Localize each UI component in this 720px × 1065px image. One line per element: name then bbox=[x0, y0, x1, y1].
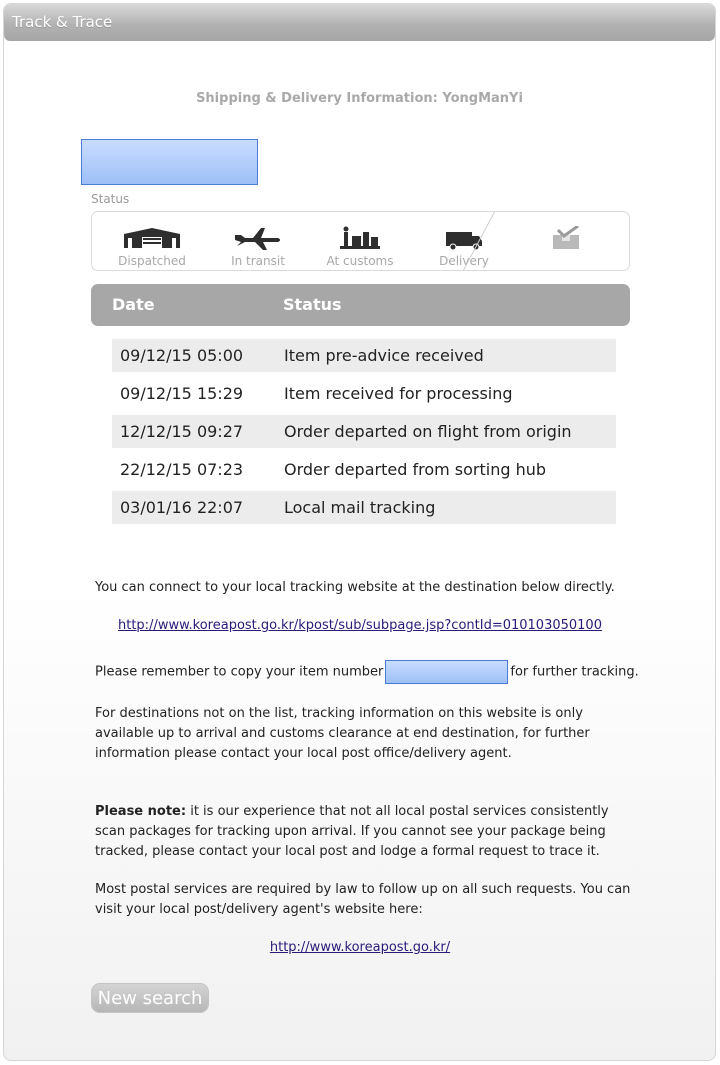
status-progress-bar bbox=[91, 211, 630, 271]
status-step-in-transit bbox=[218, 212, 298, 270]
row-date: 22/12/15 07:23 bbox=[120, 460, 244, 479]
status-step-label: At customs bbox=[326, 254, 394, 268]
remember-text-after: for further tracking. bbox=[510, 664, 639, 680]
status-step-at-customs bbox=[320, 212, 400, 270]
tracking-table-body bbox=[112, 339, 616, 529]
law-text: Most postal services are required by law to follow up on all such requests. You can visit your local post/delivery agent's website here: bbox=[95, 882, 631, 917]
delivered-box-icon bbox=[550, 226, 584, 250]
status-step-label: Dispatched bbox=[118, 254, 186, 268]
status-step-label: In transit bbox=[231, 254, 285, 268]
row-status: Order departed on flight from origin bbox=[284, 422, 572, 441]
warehouse-icon bbox=[122, 226, 182, 250]
row-date: 12/12/15 09:27 bbox=[120, 422, 244, 441]
airplane-icon bbox=[233, 226, 283, 250]
row-status: Local mail tracking bbox=[284, 498, 436, 517]
column-header-date: Date bbox=[112, 295, 155, 314]
row-date: 09/12/15 05:00 bbox=[120, 346, 244, 365]
table-row bbox=[112, 453, 616, 486]
tracking-table-header bbox=[91, 284, 630, 326]
destinations-text: For destinations not on the list, tracking information on this website is only available up to arrival and customs clearance at end destination, for further information please contact your local post office/delivery agent. bbox=[95, 706, 590, 761]
table-row bbox=[112, 415, 616, 448]
column-header-status: Status bbox=[283, 295, 342, 314]
status-step-label: Delivery bbox=[439, 254, 489, 268]
window-title: Track & Trace bbox=[4, 4, 715, 41]
row-status: Item pre-advice received bbox=[284, 346, 484, 365]
local-tracking-link[interactable]: http://www.koreapost.go.kr/kpost/sub/subpage.jsp?contId=010103050100 bbox=[118, 618, 602, 633]
note-label: Please note: bbox=[95, 804, 187, 819]
status-step-delivery bbox=[424, 212, 504, 270]
table-row bbox=[112, 339, 616, 372]
status-step-delivered bbox=[527, 212, 607, 270]
table-row bbox=[112, 491, 616, 524]
row-date: 09/12/15 15:29 bbox=[120, 384, 244, 403]
row-status: Order departed from sorting hub bbox=[284, 460, 547, 479]
remember-item-number bbox=[95, 660, 655, 684]
post-link-container bbox=[0, 940, 720, 955]
row-date: 03/01/16 22:07 bbox=[120, 498, 244, 517]
remember-text-before: Please remember to copy your item number bbox=[95, 664, 384, 680]
row-status: Item received for processing bbox=[284, 384, 513, 403]
please-note-text bbox=[95, 802, 635, 862]
shipping-info-subtitle: Shipping & Delivery Information: YongManYi bbox=[196, 91, 523, 106]
tracking-link-container bbox=[0, 618, 720, 633]
customs-icon bbox=[340, 226, 380, 250]
connect-text: You can connect to your local tracking website at the destination below directly. bbox=[95, 580, 615, 595]
note-body: it is our experience that not all local postal services consistently scan packages for tracking upon arrival. If you cannot see your package being tracked, please contact your local post and lodge a formal request to trace it. bbox=[95, 804, 609, 859]
status-label: Status bbox=[91, 192, 130, 206]
redacted-tracking-number bbox=[81, 139, 258, 185]
table-row bbox=[112, 377, 616, 410]
status-step-dispatched bbox=[112, 212, 192, 270]
local-post-link[interactable]: http://www.koreapost.go.kr/ bbox=[269, 940, 451, 955]
new-search-button[interactable]: New search bbox=[91, 983, 209, 1013]
redacted-item-number bbox=[385, 660, 508, 684]
truck-icon bbox=[444, 226, 484, 250]
